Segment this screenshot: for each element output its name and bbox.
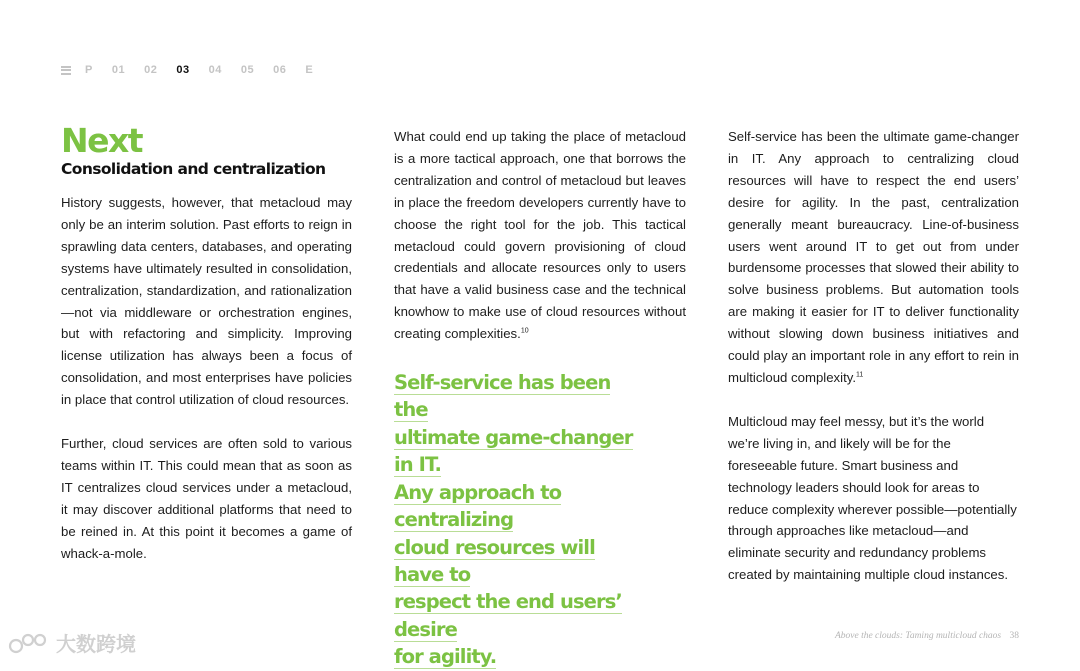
paragraph-self-service-text: Self-service has been the ultimate game-changer in IT. Any approach to centralizing cloud resources will have to respect the end users’ desire for agility. In the past, centralization generally meant bureaucracy. Line-of-business users went around IT to get out from under burdensome processes that slowed their ability to solve business problems. But automation tools are making it easier for IT to deliver functionality without slowing down business initiatives and could play an important role in any effort to rein in multicloud complexity. [728,129,1019,385]
pull-quote-line: for agility. [394,645,497,669]
watermark-text: 大数跨境 [56,632,136,656]
section-navigation [61,64,332,76]
paragraph-history: History suggests, however, that metacloud may only be an interim solution. Past efforts to reign in sprawling data centers, databases, and operating systems have ultimately resulted in consolidation, centralization, standardization, and rationalization—not via middleware or orchestration engines, but with refactoring and simplicity. Improving license utilization has always been a focus of consolidation, and most enterprises have policies in place that control utilization of cloud resources. [61,195,352,408]
nav-item-e[interactable]: E [305,64,314,76]
page-number: 38 [1009,631,1019,641]
pull-quote-line: ultimate game-changer in IT. [394,425,633,477]
page-footer [835,631,1019,641]
nav-item-03[interactable]: 03 [176,64,190,76]
footer-doc-title: Above the clouds: Taming multicloud chaos [834,631,1002,641]
pull-quote-line: Self-service has been the [394,371,611,422]
paragraph-tactical-approach [394,126,686,345]
watermark-logo-icon [8,632,50,654]
paragraph-multicloud: Multicloud may feel messy, but it’s the world we’re living in, and likely will be for the foreseeable future. Smart business and technology leaders should look for areas to reduce complexity wherever possible—potentially through approaches like metacloud—and eliminate security and redundancy problems created by maintaining multiple cloud instances. [728,413,1017,583]
watermark [8,628,136,657]
pull-quote-line: Any approach to centralizing [394,480,562,532]
nav-item-p[interactable]: P [85,64,93,76]
pull-quote [394,369,646,670]
column-middle [394,126,686,671]
footnote-ref-11[interactable]: 11 [856,371,864,379]
nav-item-05[interactable]: 05 [240,64,255,76]
section-subtitle: Consolidation and centralization [61,160,326,178]
menu-icon[interactable] [61,66,71,75]
paragraph-self-service [728,126,1019,389]
paragraph-tactical-approach-text: What could end up taking the place of metacloud is a more tactical approach, one that borrows the centralization and control of metacloud but leaves in place the freedom developers currently have to choose the right tool for the job. This tactical metacloud could govern provisioning of cloud credentials and allocate resources only to users that have a valid business case and the technical knowhow to make use of cloud resources without creating complexities. [394,129,686,342]
nav-item-01[interactable]: 01 [111,64,126,76]
nav-item-04[interactable]: 04 [208,64,222,76]
nav-item-06[interactable]: 06 [273,64,287,76]
pull-quote-line: respect the end users’ desire [394,590,622,641]
column-left [61,121,352,565]
paragraph-cloud-services: Further, cloud services are often sold to various teams within IT. This could mean that as soon as IT centralizes cloud services under a metacloud, it may discover additional platforms that need to be reined in. At this point it becomes a game of whack-a-mole. [61,436,352,561]
pull-quote-line: cloud resources will have to [394,535,595,586]
section-title: Next [61,121,143,160]
nav-item-02[interactable]: 02 [144,64,158,76]
column-right [728,126,1019,586]
footnote-ref-10[interactable]: 10 [520,327,529,335]
